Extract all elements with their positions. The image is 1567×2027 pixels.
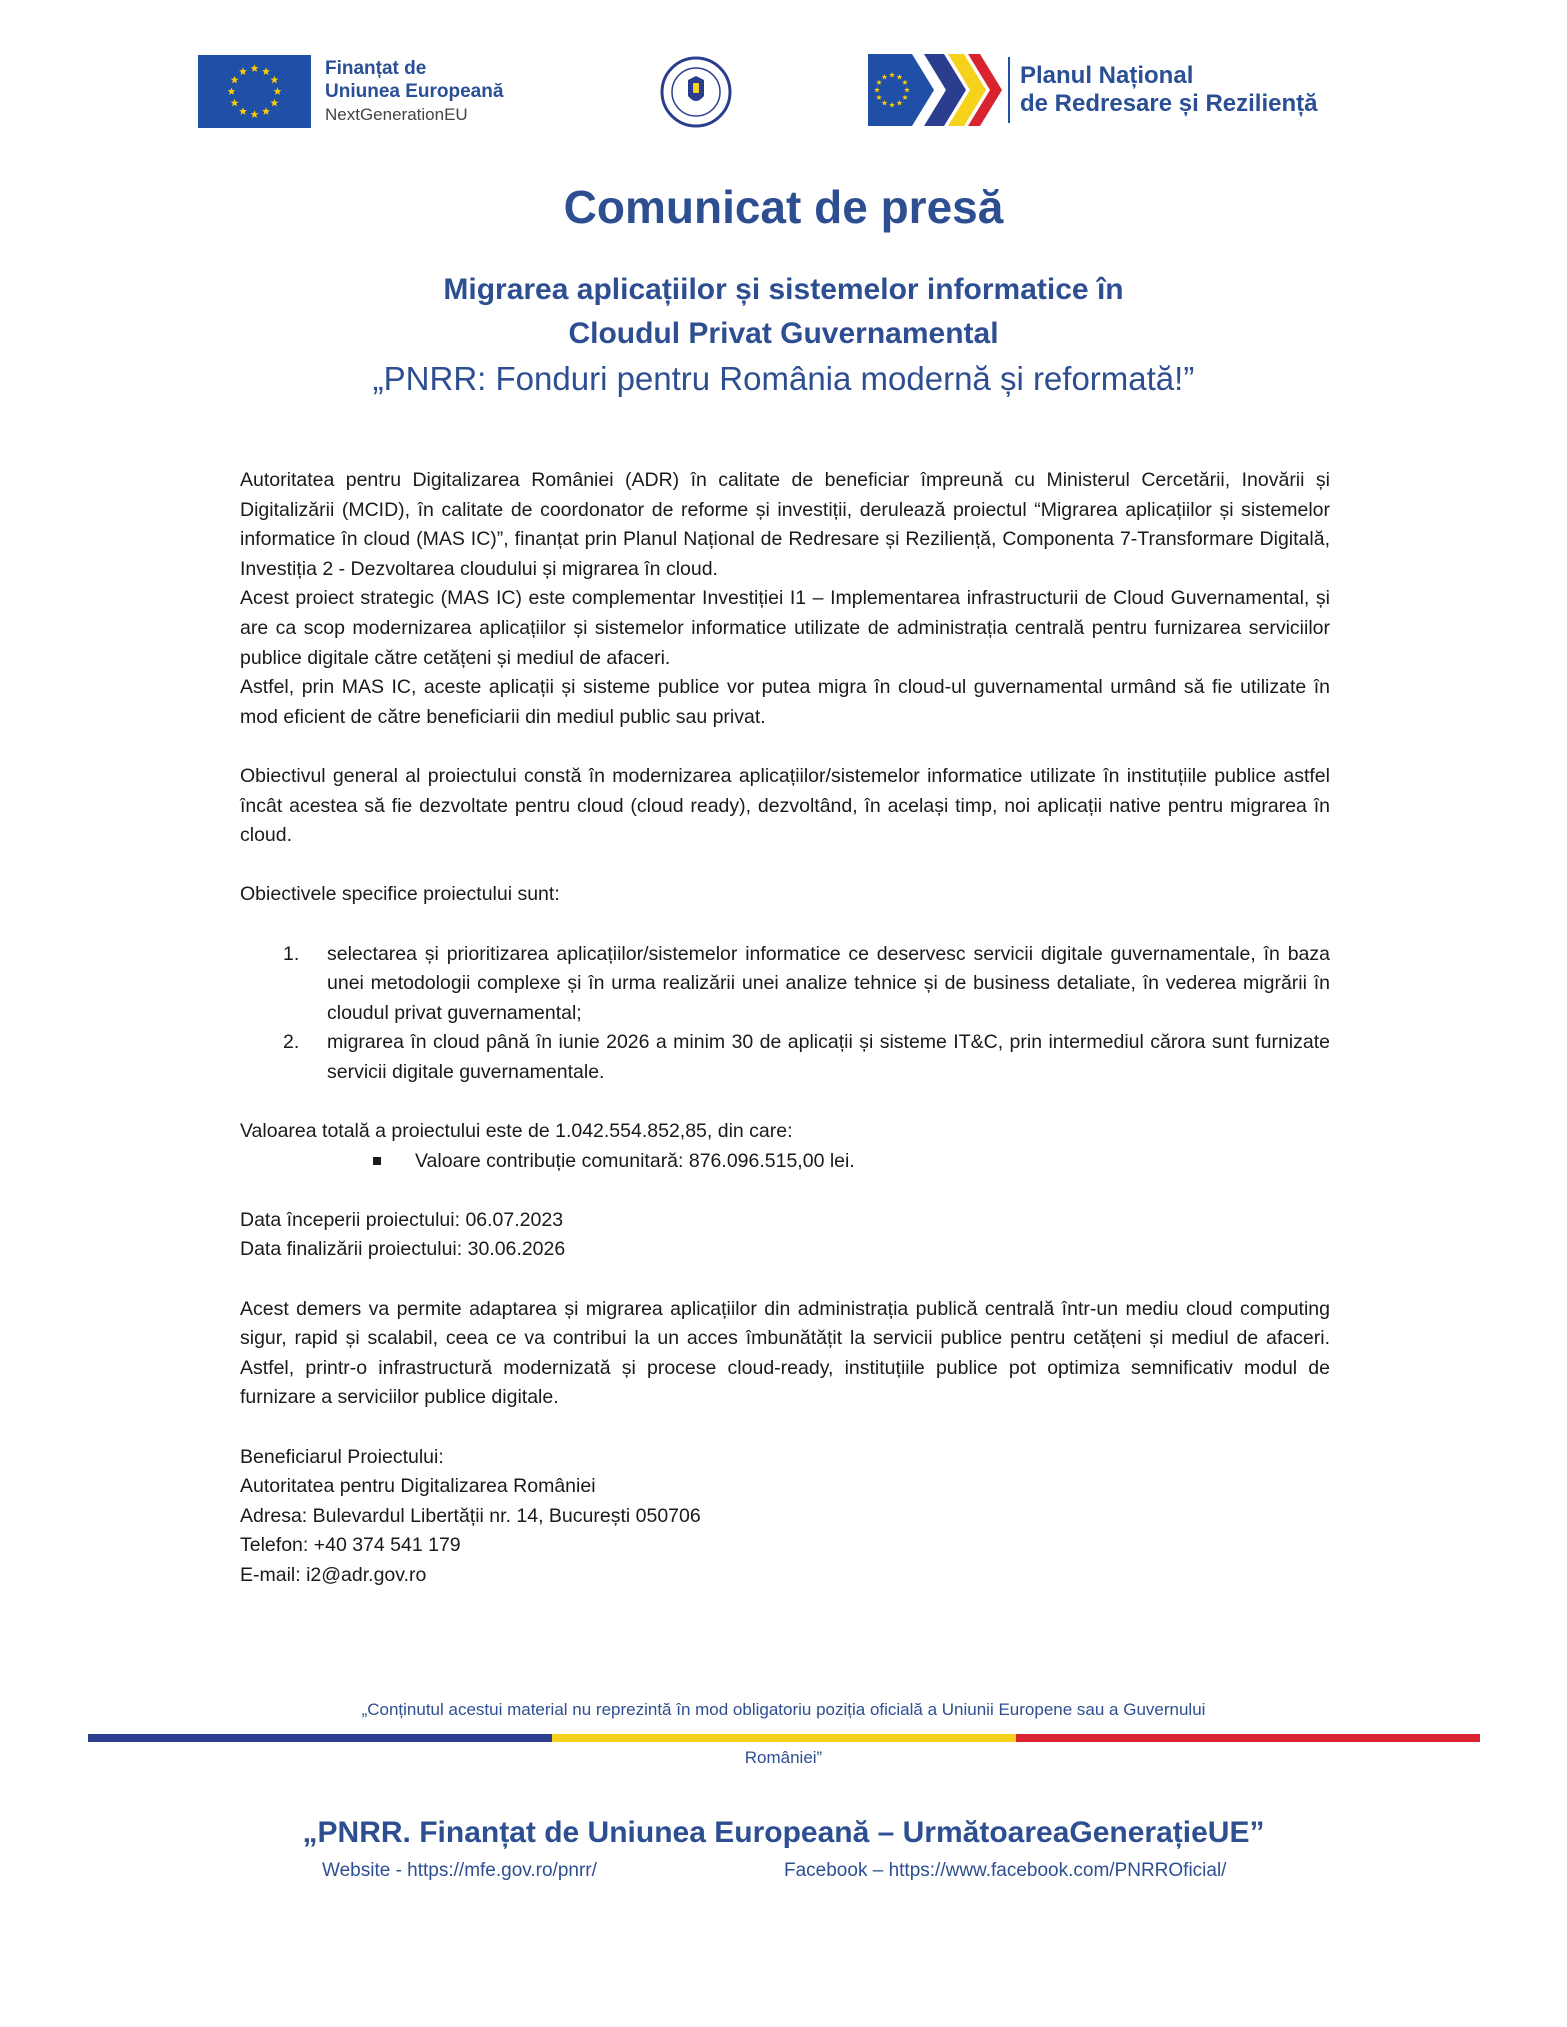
eu-line2: Uniunea Europeană: [325, 81, 504, 102]
objectives-list: [240, 940, 1330, 1088]
disclaimer-line1: „Conținutul acestui material nu reprezintă în mod obligatoriu poziția oficială a Uniunii Europene sau a Guvernului: [361, 1700, 1206, 1719]
pnrr-text: [1020, 62, 1317, 118]
government-seal-icon: [660, 56, 732, 128]
paragraph-specific-objectives-heading: Obiectivele specifice proiectului sunt:: [240, 883, 560, 906]
header-logos: [198, 52, 1328, 134]
contact-name: Autoritatea pentru Digitalizarea României: [240, 1475, 596, 1498]
eu-funding-logo: [198, 55, 503, 128]
paragraph-general-objective: Obiectivul general al proiectului constă în modernizarea aplicațiilor/sistemelor informatice utilizate în instituțiile publice astfel încât acestea să fie dezvoltate pentru cloud (cloud ready), dezvoltând, în același timp, noi aplicații native pentru migrarea în cloud.: [240, 764, 1330, 847]
paragraph-total-value: Valoarea totală a proiectului este de 1.042.554.852,85, din care:: [240, 1120, 793, 1143]
footer-slogan: „PNRR. Finanțat de Uniunea Europeană – UrmătoareaGenerațieUE”: [302, 1816, 1265, 1849]
contact-heading: Beneficiarul Proiectului:: [240, 1445, 444, 1468]
pnrr-line2: de Redresare și Reziliență: [1020, 90, 1318, 117]
contact-email: E-mail: i2@adr.gov.ro: [240, 1563, 427, 1586]
bullet-text: Valoare contribuție comunitară: 876.096.515,00 lei.: [415, 1149, 855, 1172]
list-item-text: migrarea în cloud până în iunie 2026 a minim 30 de aplicații și sisteme IT&C, prin intermediul cărora sunt furnizate servicii digitale guvernamentale.: [327, 1031, 1330, 1083]
facebook-link[interactable]: Facebook – https://www.facebook.com/PNRROficial/: [784, 1860, 1227, 1881]
website-link[interactable]: Website - https://mfe.gov.ro/pnrr/: [322, 1860, 597, 1881]
list-item-number: 2.: [283, 1031, 300, 1054]
subtitle-line2: Cloudul Privat Guvernamental: [568, 317, 999, 350]
pnrr-separator: [1008, 57, 1010, 123]
press-release-body: [240, 466, 1330, 1591]
list-item: [240, 1028, 1330, 1087]
eu-line3: NextGenerationEU: [325, 105, 468, 124]
list-item-text: selectarea și prioritizarea aplicațiilor/sistemelor informatice ce deservesc servicii digitale guvernamentale, în baza unei metodologii complexe și în urma realizării unei analize tehnice și de business detaliate, în vederea migrării în cloudul privat guvernamental;: [327, 942, 1330, 1024]
bullet-item: [240, 1147, 1330, 1177]
eu-flag-icon: [198, 55, 311, 128]
end-date: Data finalizării proiectului: 30.06.2026: [240, 1238, 566, 1261]
paragraph-intro: Autoritatea pentru Digitalizarea României (ADR) în calitate de beneficiar împreună cu Ministerul Cercetării, Inovării și Digitalizării (MCID), în calitate de coordonator de reforme și investiții, derulează proiectul “Migrarea aplicațiilor și sistemelor informatice în cloud (MAS IC)”, finanțat prin Planul Național de Redresare și Reziliență, Componenta 7-Transformare Digitală, Investiția 2 - Dezvoltarea cloudului și migrarea în cloud.: [240, 469, 1330, 580]
disclaimer-line2: României”: [744, 1748, 823, 1767]
contact-phone: Telefon: +40 374 541 179: [240, 1534, 461, 1557]
square-bullet-icon: [373, 1157, 381, 1165]
subtitle: [0, 268, 1567, 356]
paragraph-strategic: Acest proiect strategic (MAS IC) este complementar Investiției I1 – Implementarea infrastructurii de Cloud Guvernamental, și are ca scop modernizarea aplicațiilor și sistemelor informatice utilizate de administrația centrală pentru furnizarea serviciilor publice digitale către cetățeni și mediul de afaceri.: [240, 587, 1330, 669]
list-item: [240, 940, 1330, 1029]
paragraph-closing: Acest demers va permite adaptarea și migrarea aplicațiilor din administrația publică centrală într-un mediu cloud computing sigur, rapid și scalabil, ceea ce va contribui la un acces îmbunătățit la servicii publice pentru cetățeni și mediul de afaceri. Astfel, printr-o infrastructură modernizată și procese cloud-ready, instituțiile publice pot optimiza semnificativ modul de furnizare a serviciilor publice digitale.: [240, 1297, 1330, 1409]
start-date: Data începerii proiectului: 06.07.2023: [240, 1208, 564, 1231]
eu-line1: Finanțat de: [325, 58, 427, 79]
contact-address: Adresa: Bulevardul Libertății nr. 14, București 050706: [240, 1504, 701, 1527]
pnrr-logo-icon: [868, 54, 1002, 126]
page-title: Comunicat de presă: [563, 181, 1004, 233]
subtitle-slogan: „PNRR: Fonduri pentru România modernă și reformată!”: [372, 360, 1195, 397]
eu-funding-text: [325, 57, 503, 126]
pnrr-line1: Planul Național: [1020, 62, 1194, 89]
subtitle-line1: Migrarea aplicațiilor și sistemelor informatice în: [443, 273, 1124, 306]
list-item-number: 1.: [283, 942, 300, 965]
paragraph-migration: Astfel, prin MAS IC, aceste aplicații și sisteme publice vor putea migra în cloud-ul guvernamental urmând să fie utilizate în mod eficient de către beneficiarii din mediul public sau privat.: [240, 676, 1330, 728]
tricolor-bar: [88, 1734, 1480, 1742]
pnrr-logo: [868, 54, 1317, 126]
